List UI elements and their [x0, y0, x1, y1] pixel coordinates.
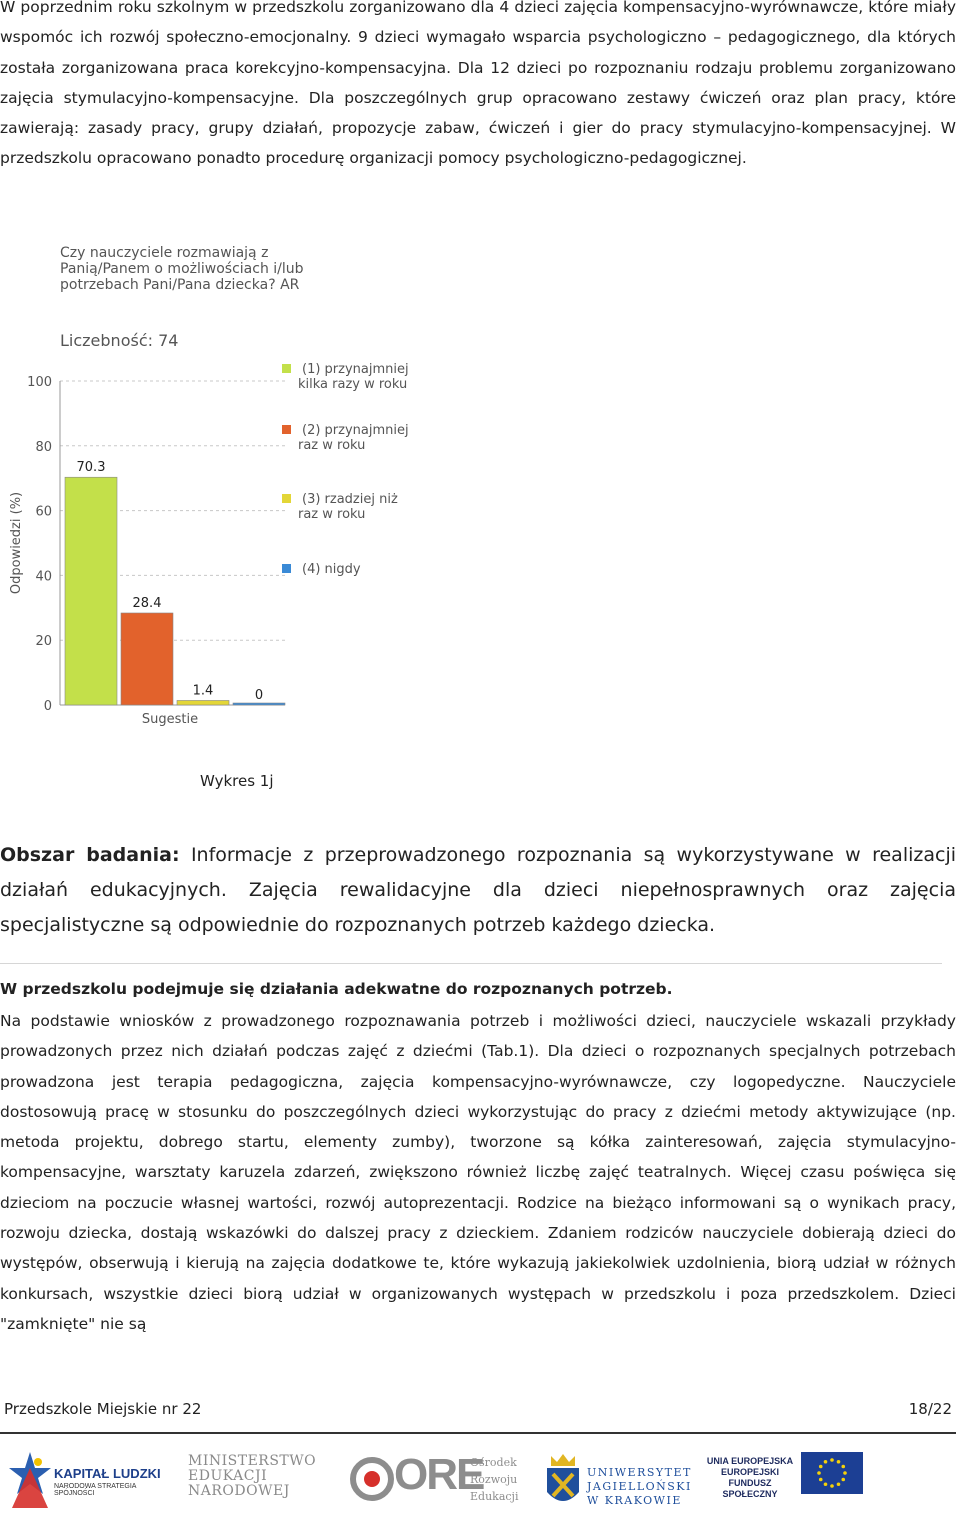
bar-chart — [0, 235, 460, 735]
uj-line-3: W KRAKOWIE — [587, 1494, 682, 1507]
page-footer — [4, 1400, 952, 1418]
intro-paragraph: W poprzednim roku szkolnym w przedszkolu zorganizowano dla 4 dzieci zajęcia kompensacyjno-wyrównawcze, które miały wspomóc ich rozwój społeczno-emocjonalny. 9 dzieci wymagało wsparcia psychologiczno – pedagogicznego, dla których została zorganizowana praca korekcyjno-kompensacyjna. Dla 12 dzieci po rozpoznaniu rodzaju problemu zorganizowano zajęcia stymulacyjno-kompensacyjne. Dla poszczególnych grup opracowano zestawy ćwiczeń oraz plan pracy, które zawierają: zasady pracy, grupy działań, propozycje zabaw, ćwiczeń i gier do pracy stymulacyjno-kompensacyjnej. W przedszkolu opracowano ponadto procedurę organizacji pomocy psychologiczno-pedagogicznej. — [0, 0, 956, 168]
footer-school-name: Przedszkole Miejskie nr 22 — [4, 1400, 202, 1418]
chart-count-label: Liczebność: 74 — [60, 331, 179, 350]
section-subheading: W przedszkolu podejmuje się działania adekwatne do rozpoznanych potrzeb. — [0, 980, 673, 998]
chart-title-line: Panią/Panem o możliwościach i/lub — [60, 261, 304, 277]
research-area-text: Informacje z przeprowadzonego rozpoznania są wykorzystywane w realizacji działań edukacyjnych. Zajęcia rewalidacyjne dla dzieci niepełnosprawnych oraz zajęcia specjalistyczne są odpowiednie do rozpoznanych potrzeb każdego dziecka. — [0, 844, 957, 936]
ore-logo — [350, 1440, 530, 1518]
legend-label: kilka razy w roku — [298, 377, 408, 392]
ore-line-3: Edukacji — [470, 1490, 519, 1503]
uj-line-2: JAGIELLOŃSKI — [587, 1480, 692, 1493]
legend-label: raz w roku — [298, 507, 366, 522]
ore-line-1: Ośrodek — [470, 1456, 517, 1469]
body-paragraph: Na podstawie wniosków z prowadzonego rozpoznawania potrzeb i możliwości dzieci, nauczyciele wskazali przykłady prowadzonych przez nich działań podczas zajęć z dziećmi (Tab.1). Dla dzieci o rozpoznanych specjalnych potrzebach prowadzona jest terapia pedagogiczna, zajęcia kompensacyjno-wyrównawcze, czy logopedyczne. Nauczyciele dostosowują pracę w stosunku do poszczególnych dzieci wykorzystując do pracy z dziećmi metody aktywizujące (np. metoda projektu, dobrego startu, elementy zumby), tworzone są kółka zainteresowań, zajęcia stymulacyjno-kompensacyjne, warsztaty karuzela zdarzeń, zwiększono również liczbę zajęć teatralnych. Więcej czasu poświęca się dzieciom na poczucie własnej wartości, rozwój autoprezentacji. Rodzice na bieżąco informowani są o wynikach pracy, rozwoju dziecka, dostają wskazówki do dalszej pracy z dzieckiem. Zdaniem rodziców nauczyciele dobierają dzieci do występów, obserwują i kierują na zajęcia dodatkowe te, które wykazują jakiekolwiek uzdolnienia, biorą udział w różnych konkursach, wszystkie dzieci biorą udział w organizowanych występach w przedszkolu i poza przedszkolem. Dzieci "zamknięte" nie są — [0, 1012, 956, 1333]
chart-title-line: potrzebach Pani/Pana dziecka? AR — [60, 277, 300, 293]
eu-flag-icon — [801, 1452, 863, 1494]
uj-crest-icon — [545, 1452, 581, 1510]
uj-line-1: UNIWERSYTET — [587, 1466, 692, 1479]
legend-label: (1) przynajmniej — [302, 362, 409, 377]
bar-value-label: 70.3 — [76, 460, 106, 476]
research-area-label: Obszar badania: — [0, 844, 180, 866]
chart-caption: Wykres 1j — [200, 772, 274, 790]
legend-label: (3) rzadziej niż — [302, 492, 398, 507]
bar — [233, 703, 285, 705]
divider — [0, 963, 942, 964]
bar — [65, 477, 117, 705]
bar-value-label: 28.4 — [132, 595, 162, 611]
sponsor-logos — [0, 1440, 960, 1523]
legend-label: (4) nigdy — [302, 562, 361, 577]
kapital-ludzki-subtitle: NARODOWA STRATEGIA SPÓJNOŚCI — [54, 1483, 137, 1497]
legend-label: raz w roku — [298, 438, 366, 453]
y-tick-label: 80 — [35, 439, 52, 455]
research-area — [0, 838, 956, 943]
bar — [121, 613, 173, 705]
kapital-ludzki-logo — [8, 1440, 178, 1518]
y-tick-label: 60 — [35, 504, 52, 520]
ore-line-2: Rozwoju — [470, 1473, 518, 1486]
ministerstwo-line-2: EDUKACJI — [188, 1468, 268, 1484]
bar-value-label: 1.4 — [192, 683, 214, 699]
legend-swatch — [282, 364, 291, 373]
y-tick-label: 100 — [27, 375, 52, 390]
ue-line-1: UNIA EUROPEJSKA — [706, 1456, 794, 1466]
ministerstwo-line-3: NARODOWEJ — [188, 1483, 290, 1499]
ministerstwo-line-1: MINISTERSTWO — [188, 1453, 317, 1469]
legend-swatch — [282, 564, 291, 573]
y-tick-label: 20 — [35, 634, 52, 650]
uj-logo — [545, 1440, 695, 1518]
ministerstwo-logo — [188, 1440, 318, 1518]
page-number: 18/22 — [908, 1400, 952, 1418]
ore-wordmark: ORE — [394, 1450, 484, 1499]
ue-line-3: FUNDUSZ SPOŁECZNY — [722, 1478, 778, 1499]
bar — [177, 700, 229, 705]
kapital-ludzki-title: KAPITAŁ LUDZKI — [54, 1466, 161, 1481]
legend-swatch — [282, 494, 291, 503]
y-axis-label: Odpowiedzi (%) — [9, 491, 24, 595]
ore-circle-icon — [350, 1457, 394, 1501]
x-axis-label: Sugestie — [141, 712, 199, 727]
y-tick-label: 40 — [35, 569, 52, 585]
chart-svg — [0, 235, 460, 735]
kapital-ludzki-star-icon — [8, 1450, 52, 1510]
y-tick-label: 0 — [43, 699, 52, 714]
legend-label: (2) przynajmniej — [302, 423, 409, 438]
ue-line-2: EUROPEJSKI — [720, 1467, 780, 1477]
legend-swatch — [282, 425, 291, 434]
chart-title-line: Czy nauczyciele rozmawiają z — [60, 245, 269, 261]
bar-value-label: 0 — [254, 688, 264, 703]
unia-europejska-logo — [705, 1440, 865, 1518]
footer-divider — [0, 1432, 956, 1434]
